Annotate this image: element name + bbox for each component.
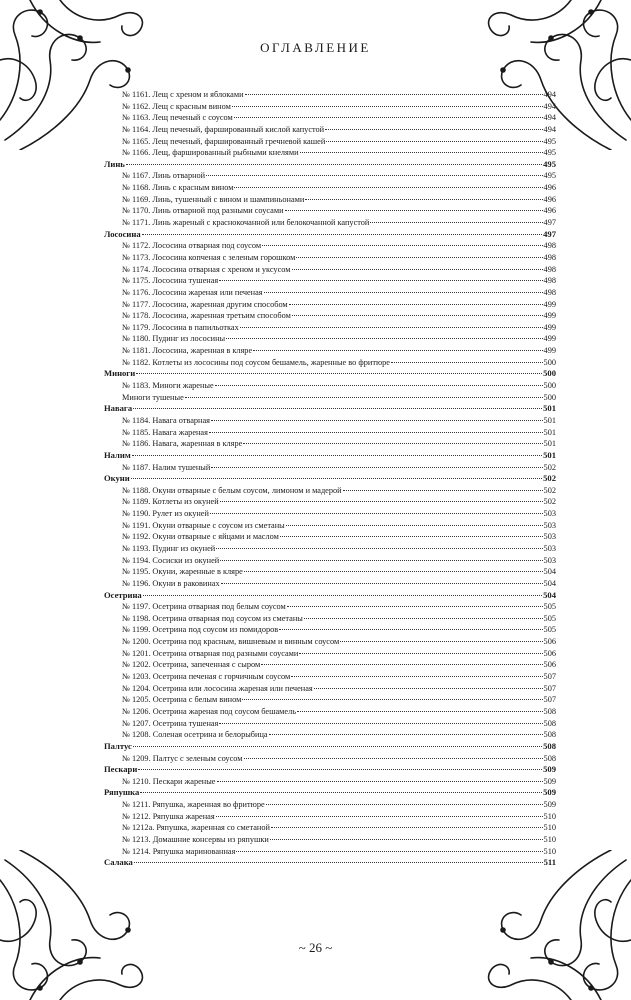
dot-leader	[132, 455, 542, 456]
toc-entry-title: № 1176. Лососина жареная или печеная	[122, 287, 263, 297]
toc-entry-title: № 1189. Котлеты из окуней	[122, 497, 219, 507]
toc-page-number: 494	[543, 101, 556, 111]
toc-page-number: 504	[543, 578, 556, 588]
toc-entry-title: № 1169. Линь, тушенный с вином и шампиньонами	[122, 194, 305, 204]
toc-entry-row[interactable]	[104, 345, 556, 357]
toc-entry-title: № 1171. Линь жареный с краснокочанной или белокочанной капустой	[122, 218, 370, 228]
toc-page-number: 508	[543, 740, 556, 751]
toc-entry-row[interactable]	[104, 613, 556, 625]
toc-page-number: 510	[543, 811, 556, 821]
dot-leader	[140, 792, 542, 793]
toc-entry-title: № 1198. Осетрина отварная под соусом из сметаны	[122, 613, 303, 623]
toc-entry-title: № 1211. Ряпушка, жаренная во фритюре	[122, 800, 265, 810]
dot-leader	[232, 106, 543, 107]
toc-section-row[interactable]	[104, 368, 556, 380]
toc-page-number: 501	[543, 449, 556, 460]
toc-page-number: 503	[543, 543, 556, 553]
toc-entry-title: № 1188. Окуни отварные с белым соусом, лимоном и мадерой	[122, 485, 342, 495]
toc-page-number: 510	[543, 846, 556, 856]
dot-leader	[211, 467, 542, 468]
toc-entry-title: № 1177. Лососина, жаренная другим способом	[122, 299, 288, 309]
toc-entry-title: № 1202. Осетрина, запеченная с сыром	[122, 660, 261, 670]
toc-page-number: 509	[543, 764, 556, 775]
toc-entry-title: № 1183. Миноги жареные	[122, 381, 214, 391]
dot-leader	[296, 257, 542, 258]
toc-page-number: 501	[543, 439, 556, 449]
toc-section-row[interactable]	[104, 159, 556, 171]
dot-leader	[133, 746, 542, 747]
dot-leader	[244, 571, 543, 572]
dot-leader	[285, 210, 543, 211]
dot-leader	[370, 222, 542, 223]
toc-page-number: 499	[543, 299, 556, 309]
dot-leader	[226, 338, 542, 339]
toc-section-row[interactable]	[104, 787, 556, 799]
dot-leader	[286, 525, 543, 526]
toc-page-number: 503	[543, 509, 556, 519]
toc-page-number: 503	[543, 532, 556, 542]
toc-page-number: 495	[543, 171, 556, 181]
toc-entry-title: Лососина	[104, 228, 141, 239]
toc-page-number: 507	[543, 672, 556, 682]
toc-entry-row[interactable]	[104, 566, 556, 578]
toc-entry-title: Ряпушка	[104, 787, 140, 798]
dot-leader	[206, 175, 542, 176]
toc-entry-title: № 1178. Лососина, жаренная третьим способом	[122, 311, 291, 321]
toc-entry-title: Линь	[104, 158, 125, 169]
toc-section-row[interactable]	[104, 229, 556, 241]
toc-page-number: 511	[543, 857, 556, 868]
toc-entry-row[interactable]	[104, 275, 556, 287]
toc-entry-title: № 1161. Лещ с хреном и яблоками	[122, 90, 244, 99]
toc-page-number: 503	[543, 555, 556, 565]
dot-leader	[219, 723, 542, 724]
toc-entry-title: № 1204. Осетрина или лососина жареная или печеная	[122, 683, 313, 693]
toc-page-number: 500	[543, 392, 556, 402]
toc-page-number: 501	[543, 403, 556, 414]
dot-leader	[299, 653, 542, 654]
toc-page-number: 495	[543, 136, 556, 146]
toc-page-number: 497	[543, 228, 556, 239]
dot-leader	[279, 629, 542, 630]
toc-page-number: 494	[543, 113, 556, 123]
toc-page-number: 509	[543, 787, 556, 798]
toc-entry-row[interactable]	[104, 392, 556, 404]
toc-entry-title: № 1182. Котлеты из лососины под соусом бешамель, жаренные во фритюре	[122, 357, 390, 367]
toc-entry-row[interactable]	[104, 555, 556, 567]
toc-page-number: 502	[543, 497, 556, 507]
toc-page-number: 510	[543, 823, 556, 833]
toc-entry-title: № 1199. Осетрина под соусом из помидоров	[122, 625, 279, 635]
dot-leader	[391, 362, 543, 363]
toc-entry-row[interactable]	[104, 601, 556, 613]
toc-entry-row[interactable]	[104, 322, 556, 334]
toc-page-number: 500	[543, 368, 556, 379]
toc-entry-row[interactable]	[104, 427, 556, 439]
dot-leader	[143, 595, 542, 596]
dot-leader	[131, 478, 542, 479]
toc-page-number: 508	[543, 706, 556, 716]
toc-entry-row[interactable]	[104, 357, 556, 369]
toc-entry-row[interactable]	[104, 462, 556, 474]
toc-entry-row[interactable]	[104, 648, 556, 660]
dot-leader	[217, 781, 543, 782]
toc-entry-title: № 1201. Осетрина отварная под разными соусами	[122, 648, 299, 658]
dot-leader	[134, 862, 543, 863]
toc-entry-row[interactable]	[104, 846, 556, 858]
toc-page-number: 499	[543, 334, 556, 344]
toc-page-number: 509	[543, 776, 556, 786]
toc-entry-title: № 1170. Линь отварной под разными соусами	[122, 206, 284, 216]
dot-leader	[185, 397, 543, 398]
toc-entry-title: № 1209. Палтус с зеленым соусом	[122, 753, 243, 763]
toc-entry-title: Палтус	[104, 740, 132, 751]
toc-entry-row[interactable]	[104, 718, 556, 730]
toc-entry-title: № 1186. Навага, жаренная в кляре	[122, 439, 243, 449]
toc-entry-title: № 1195. Окуни, жаренные в кляре	[122, 567, 243, 577]
toc-entry-row[interactable]	[104, 508, 556, 520]
toc-section-row[interactable]	[104, 857, 556, 869]
dot-leader	[209, 432, 543, 433]
toc-page-number: 505	[543, 602, 556, 612]
toc-entry-title: № 1203. Осетрина печеная с горчичным соусом	[122, 672, 291, 682]
dot-leader	[210, 513, 543, 514]
toc-page-number: 501	[543, 415, 556, 425]
dot-leader	[219, 280, 542, 281]
dot-leader	[244, 758, 543, 759]
toc-entry-row[interactable]	[104, 182, 556, 194]
toc-page-number: 499	[543, 311, 556, 321]
dot-leader	[270, 839, 543, 840]
toc-page-number: 498	[543, 287, 556, 297]
dot-leader	[245, 94, 543, 95]
toc-page-number: 494	[543, 124, 556, 134]
toc-entry-title: № 1207. Осетрина тушеная	[122, 718, 219, 728]
dot-leader	[287, 606, 543, 607]
dot-leader	[221, 583, 543, 584]
toc-entry-title: № 1190. Рулет из окуней	[122, 509, 209, 519]
toc-section-row[interactable]	[104, 741, 556, 753]
floral-flourish-icon	[0, 850, 150, 1000]
toc-page-number: 499	[543, 346, 556, 356]
toc-entry-title: № 1163. Лещ печеный с соусом	[122, 113, 233, 123]
toc-entry-row[interactable]	[104, 147, 556, 159]
toc-entry-row[interactable]	[104, 264, 556, 276]
dot-leader	[216, 548, 542, 549]
toc-page-number: 505	[543, 625, 556, 635]
dot-leader	[211, 420, 543, 421]
toc-page-number: 506	[543, 637, 556, 647]
toc-page-number: 496	[543, 183, 556, 193]
dot-leader	[292, 269, 543, 270]
dot-leader	[289, 304, 543, 305]
toc-entry-row[interactable]	[104, 636, 556, 648]
dot-leader	[136, 373, 542, 374]
toc-page-number: 498	[543, 276, 556, 286]
dot-leader	[234, 117, 543, 118]
toc-entry-row[interactable]	[104, 112, 556, 124]
toc-entry-row[interactable]	[104, 485, 556, 497]
toc-page-number: 498	[543, 252, 556, 262]
toc-entry-row[interactable]	[104, 170, 556, 182]
toc-page-number: 496	[543, 206, 556, 216]
toc-entry-row[interactable]	[104, 333, 556, 345]
toc-page-number: 498	[543, 241, 556, 251]
toc-entry-title: № 1208. Соленая осетрина и белорыбица	[122, 730, 268, 740]
toc-entry-row[interactable]	[104, 310, 556, 322]
toc-section-row[interactable]	[104, 450, 556, 462]
toc-entry-row[interactable]	[104, 811, 556, 823]
toc-entry-title: № 1187. Налим тушеный	[122, 462, 211, 472]
toc-entry-row[interactable]	[104, 287, 556, 299]
dot-leader	[304, 618, 543, 619]
dot-leader	[242, 699, 542, 700]
toc-page-number: 502	[543, 462, 556, 472]
toc-entry-title: № 1179. Лососина в папильотках	[122, 322, 239, 332]
toc-page-number: 509	[543, 800, 556, 810]
toc-entry-row[interactable]	[104, 659, 556, 671]
dot-leader	[300, 152, 543, 153]
toc-entry-title: № 1172. Лососина отварная под соусом	[122, 241, 262, 251]
toc-entry-title: Миноги	[104, 368, 136, 379]
dot-leader	[291, 676, 542, 677]
toc-page-number: 498	[543, 264, 556, 274]
toc-entry-title: № 1213. Домашние консервы из ряпушки	[122, 835, 269, 844]
dot-leader	[240, 327, 543, 328]
toc-entry-row[interactable]	[104, 578, 556, 590]
toc-page-number: 506	[543, 660, 556, 670]
toc-entry-title: Окуни	[104, 473, 130, 484]
toc-entry-title: № 1185. Навага жареная	[122, 427, 208, 437]
toc-entry-title: № 1164. Лещ печеный, фаршированный кислой капустой	[122, 124, 325, 134]
toc-page-number: 502	[543, 485, 556, 495]
toc-entry-row[interactable]	[104, 706, 556, 718]
toc-entry-title: № 1168. Линь с красным вином	[122, 183, 234, 193]
toc-page-number: 510	[543, 835, 556, 844]
toc-entry-row[interactable]	[104, 834, 556, 846]
toc-page-number: 505	[543, 613, 556, 623]
toc-page-number: 508	[543, 718, 556, 728]
toc-entry-row[interactable]	[104, 776, 556, 788]
toc-page-number: 504	[543, 567, 556, 577]
dot-leader	[271, 827, 543, 828]
dot-leader	[133, 408, 542, 409]
toc-entry-title: № 1212а. Ряпушка, жаренная со сметаной	[122, 823, 270, 833]
toc-entry-title: № 1181. Лососина, жаренная в кляре	[122, 346, 253, 356]
toc-entry-title: № 1184. Навага отварная	[122, 415, 210, 425]
toc-entry-title: Осетрина	[104, 589, 142, 600]
toc-entry-title: № 1206. Осетрина жареная под соусом бешамель	[122, 706, 296, 716]
toc-page-number: 494	[543, 90, 556, 99]
toc-page-number: 496	[543, 194, 556, 204]
toc-entry-row[interactable]	[104, 299, 556, 311]
dot-leader	[343, 490, 543, 491]
dot-leader	[325, 129, 542, 130]
toc-page-number: 500	[543, 381, 556, 391]
table-of-contents	[104, 89, 556, 869]
toc-page-number: 499	[543, 322, 556, 332]
dot-leader	[314, 688, 543, 689]
dot-leader	[269, 734, 543, 735]
toc-entry-title: Миноги тушеные	[122, 392, 184, 402]
page-title: ОГЛАВЛЕНИЕ	[260, 40, 371, 55]
toc-entry-row[interactable]	[104, 380, 556, 392]
toc-entry-title: № 1180. Пудинг из лососины	[122, 334, 226, 344]
toc-page-number: 503	[543, 520, 556, 530]
dot-leader	[305, 199, 542, 200]
toc-entry-row[interactable]	[104, 136, 556, 148]
toc-entry-row[interactable]	[104, 438, 556, 450]
toc-entry-title: № 1210. Пескари жареные	[122, 776, 216, 786]
toc-entry-row[interactable]	[104, 496, 556, 508]
page-number: ~ 26 ~	[298, 940, 333, 955]
toc-page-number: 506	[543, 648, 556, 658]
toc-entry-title: № 1212. Ряпушка жареная	[122, 811, 215, 821]
toc-entry-title: № 1194. Сосиски из окуней	[122, 555, 220, 565]
toc-entry-row[interactable]	[104, 205, 556, 217]
toc-section-row[interactable]	[104, 764, 556, 776]
toc-entry-title: № 1166. Лещ, фаршированный рыбными кнелями	[122, 148, 299, 158]
toc-entry-title: № 1165. Лещ печеный, фаршированный гречневой кашей	[122, 136, 326, 146]
toc-entry-row[interactable]	[104, 252, 556, 264]
dot-leader	[326, 141, 542, 142]
toc-entry-row[interactable]	[104, 624, 556, 636]
dot-leader	[261, 664, 542, 665]
toc-page-number: 508	[543, 730, 556, 740]
dot-leader	[220, 560, 542, 561]
toc-entry-title: № 1162. Лещ с красным вином	[122, 101, 231, 111]
dot-leader	[262, 245, 542, 246]
dot-leader	[264, 292, 543, 293]
toc-entry-title: № 1200. Осетрина под красным, вишневым и винным соусом	[122, 637, 340, 647]
dot-leader	[142, 234, 542, 235]
toc-entry-title: № 1173. Лососина копченая с зеленым горошком	[122, 252, 296, 262]
dot-leader	[138, 769, 542, 770]
toc-page-number: 507	[543, 695, 556, 705]
toc-page-number: 502	[543, 473, 556, 484]
toc-entry-title: № 1205. Осетрина с белым вином	[122, 695, 242, 705]
toc-entry-row[interactable]	[104, 671, 556, 683]
toc-page-number: 501	[543, 427, 556, 437]
dot-leader	[292, 315, 543, 316]
toc-entry-row[interactable]	[104, 822, 556, 834]
dot-leader	[234, 187, 542, 188]
toc-entry-title: Налим	[104, 449, 131, 460]
toc-entry-row[interactable]	[104, 799, 556, 811]
dot-leader	[340, 641, 542, 642]
toc-page-number: 497	[543, 218, 556, 228]
toc-entry-row[interactable]	[104, 683, 556, 695]
toc-entry-title: № 1174. Лососина отварная с хреном и уксусом	[122, 264, 291, 274]
toc-entry-title: Салака	[104, 857, 133, 868]
toc-entry-title: № 1191. Окуни отварные с соусом из сметаны	[122, 520, 285, 530]
toc-entry-title: Навага	[104, 403, 133, 414]
toc-entry-title: № 1167. Линь отварной	[122, 171, 206, 181]
dot-leader	[126, 164, 542, 165]
dot-leader	[266, 804, 543, 805]
dot-leader	[297, 711, 543, 712]
toc-section-row[interactable]	[104, 590, 556, 602]
toc-entry-row[interactable]	[104, 101, 556, 113]
dot-leader	[236, 851, 542, 852]
dot-leader	[280, 536, 543, 537]
toc-page-number: 495	[543, 158, 556, 169]
toc-entry-row[interactable]	[104, 415, 556, 427]
toc-entry-title: Пескари	[104, 764, 138, 775]
toc-entry-row[interactable]	[104, 240, 556, 252]
toc-entry-row[interactable]	[104, 531, 556, 543]
toc-entry-title: № 1192. Окуни отварные с яйцами и маслом	[122, 532, 279, 542]
toc-page-number: 508	[543, 753, 556, 763]
toc-entry-row[interactable]	[104, 194, 556, 206]
toc-entry-row[interactable]	[104, 217, 556, 229]
toc-section-row[interactable]	[104, 403, 556, 415]
toc-entry-row[interactable]	[104, 753, 556, 765]
dot-leader	[253, 350, 542, 351]
toc-page-number: 500	[543, 357, 556, 367]
toc-entry-title: № 1193. Пудинг из окуней	[122, 543, 216, 553]
toc-page-number: 507	[543, 683, 556, 693]
toc-page-number: 495	[543, 148, 556, 158]
toc-section-row[interactable]	[104, 473, 556, 485]
dot-leader	[215, 385, 543, 386]
toc-entry-title: № 1197. Осетрина отварная под белым соусом	[122, 602, 286, 612]
toc-entry-row[interactable]	[104, 124, 556, 136]
floral-flourish-icon	[481, 850, 631, 1000]
toc-entry-title: № 1196. Окуни в раковинах	[122, 578, 220, 588]
toc-entry-row[interactable]	[104, 694, 556, 706]
toc-page-number: 504	[543, 589, 556, 600]
dot-leader	[243, 443, 542, 444]
dot-leader	[220, 501, 543, 502]
toc-entry-row[interactable]	[104, 89, 556, 101]
dot-leader	[216, 816, 543, 817]
toc-entry-title: № 1214. Ряпушка маринованная	[122, 846, 236, 856]
toc-entry-row[interactable]	[104, 729, 556, 741]
toc-entry-row[interactable]	[104, 520, 556, 532]
toc-entry-row[interactable]	[104, 543, 556, 555]
toc-entry-title: № 1175. Лососина тушеная	[122, 276, 219, 286]
